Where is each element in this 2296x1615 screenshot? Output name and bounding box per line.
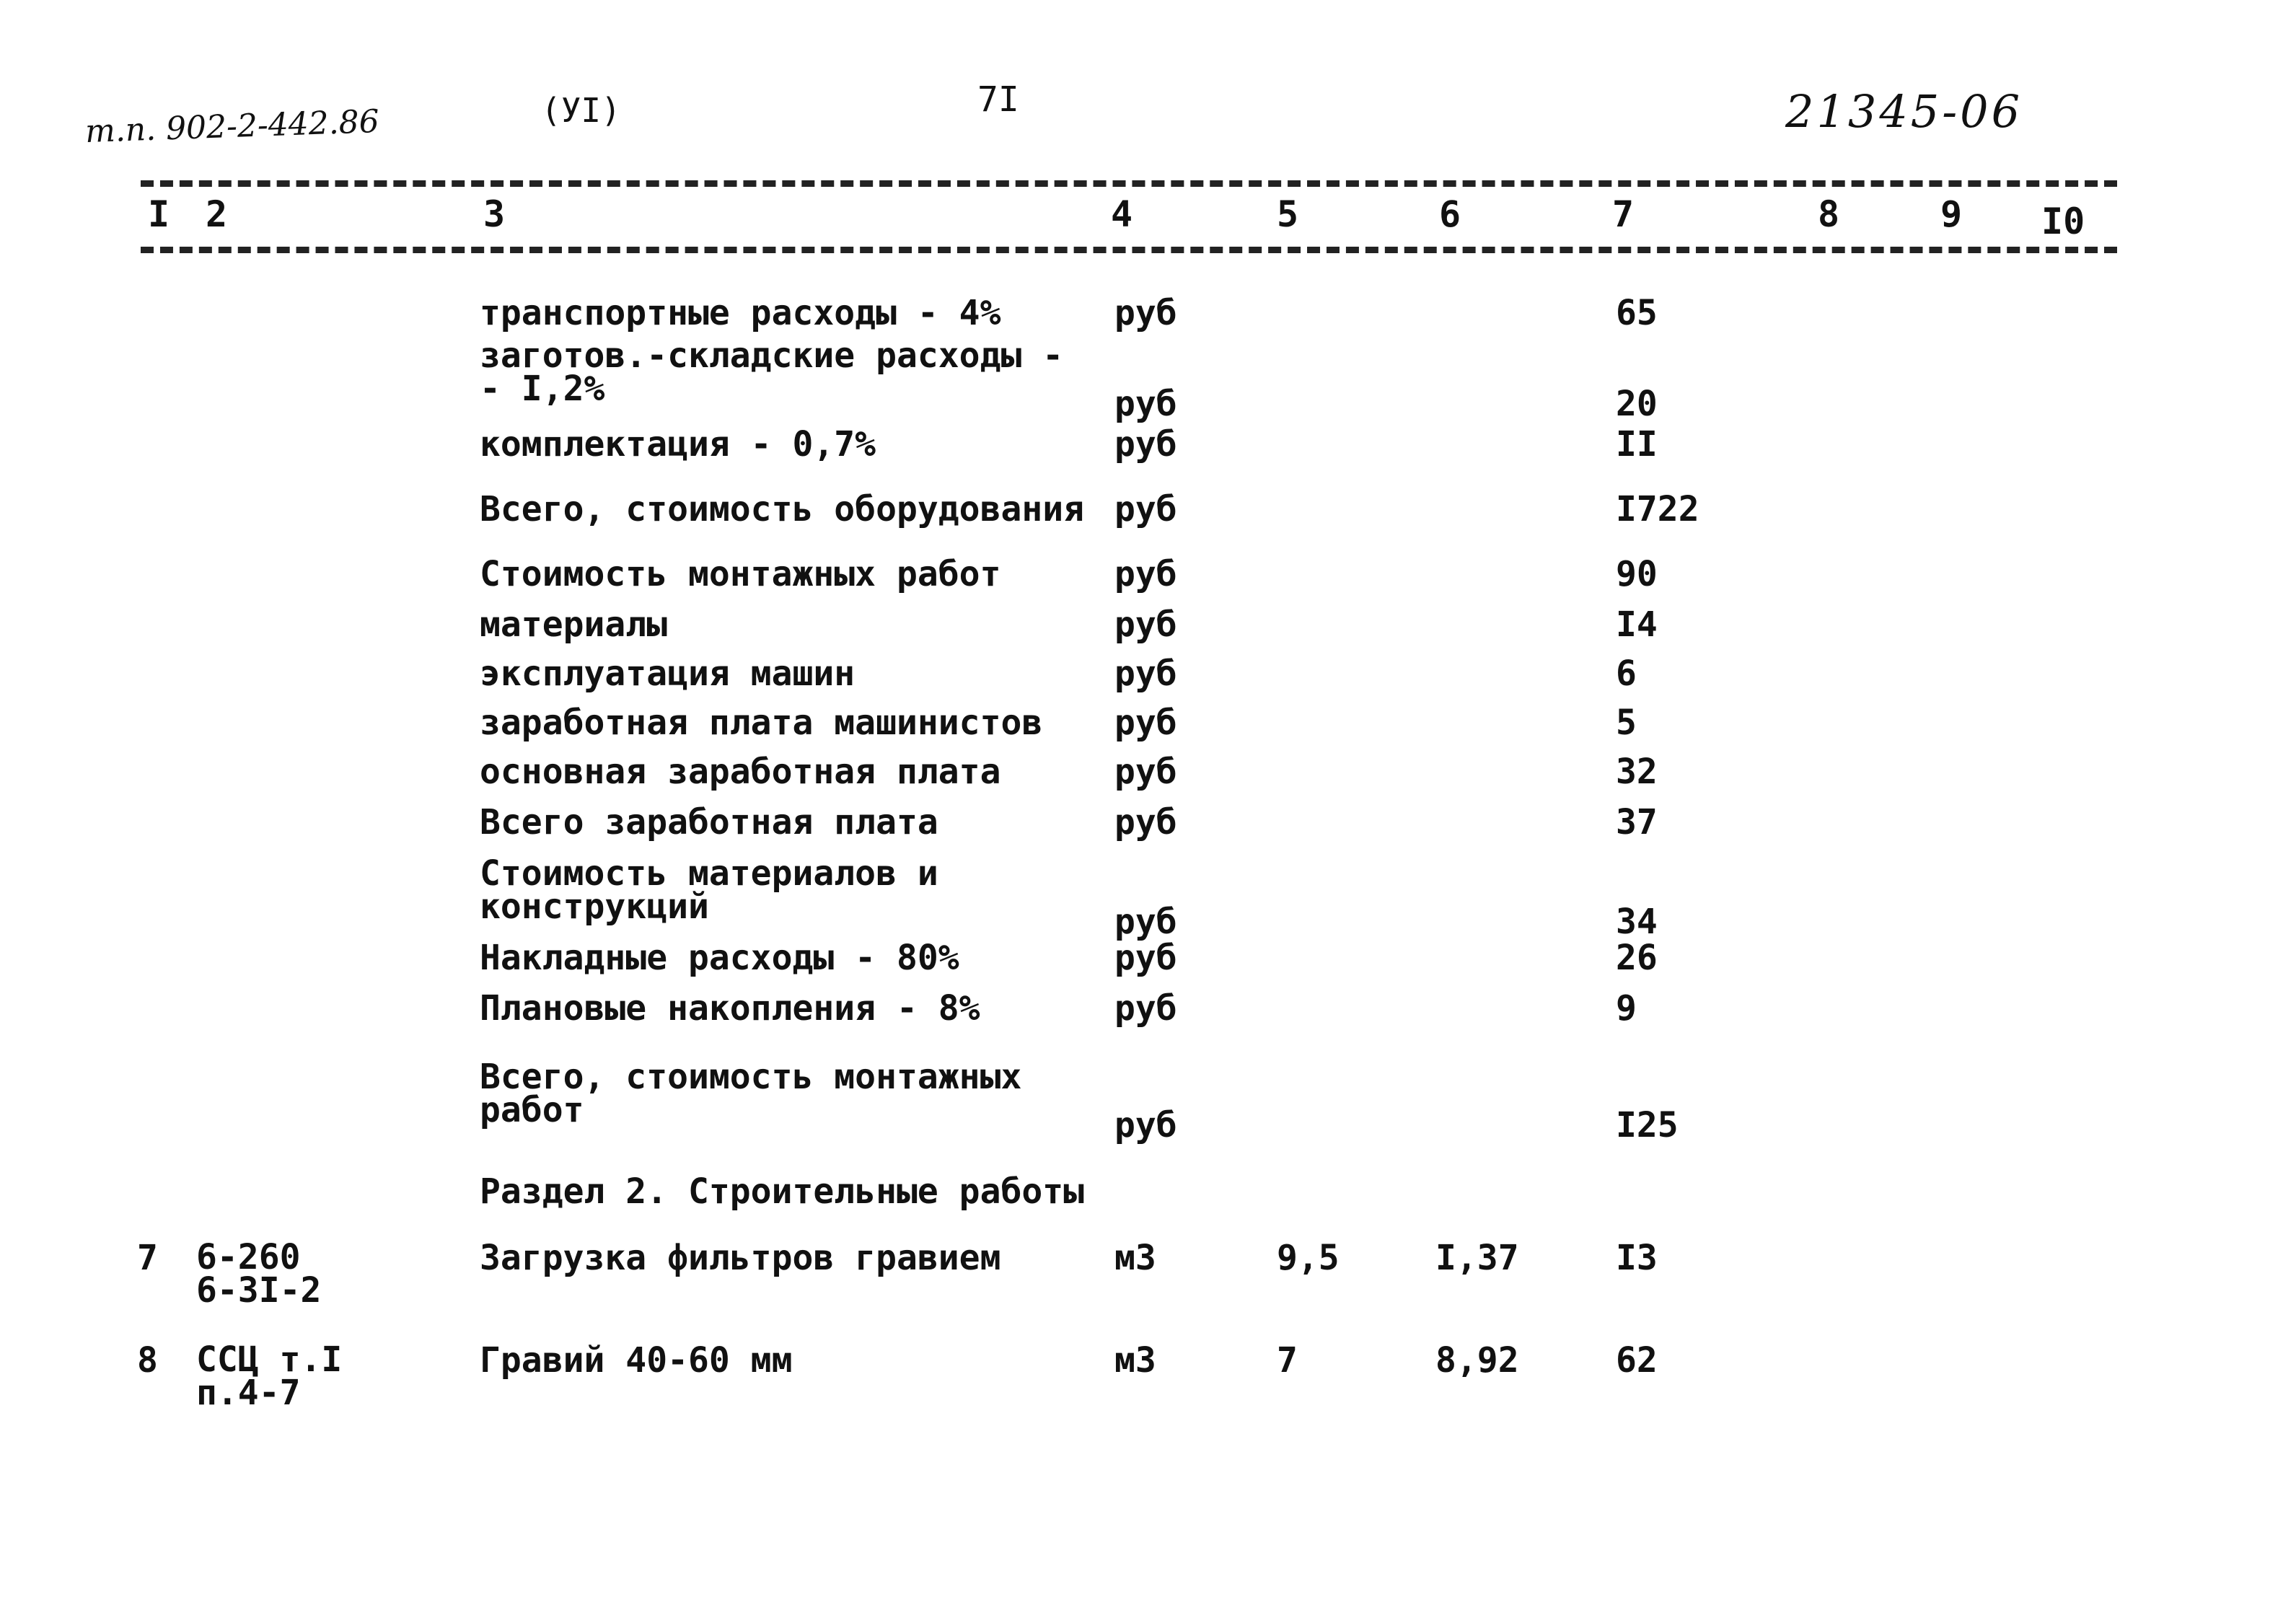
cell-name: Раздел 2. Строительные работы [480, 1171, 1085, 1212]
column-number-9: 9 [1940, 193, 1963, 235]
part-label: (УI) [541, 91, 621, 130]
cell-unit: руб [1114, 802, 1177, 842]
cell-unit: руб [1114, 424, 1177, 465]
cell-total: I3 [1616, 1238, 1658, 1278]
cell-qty: 7 [1277, 1340, 1298, 1381]
cell-name: Всего заработная плата [480, 802, 938, 842]
cell-unit: руб [1114, 384, 1177, 424]
cell-unit: руб [1114, 902, 1177, 942]
archive-number: 21345-06 [1785, 85, 2023, 138]
cell-name: Стоимость материалов и конструкций [480, 853, 938, 927]
cell-unit: руб [1114, 293, 1177, 333]
cell-name: Плановые накопления - 8% [480, 988, 980, 1029]
cell-qty: 9,5 [1277, 1238, 1340, 1278]
cell-name: материалы [480, 604, 668, 645]
cell-total: 34 [1616, 902, 1658, 942]
cell-name: Всего, стоимость оборудования [480, 489, 1085, 529]
cell-total: I722 [1616, 489, 1699, 529]
cell-unit: руб [1114, 988, 1177, 1029]
cell-name: основная заработная плата [480, 752, 1001, 792]
cell-num: 8 [137, 1340, 158, 1381]
column-number-6: 6 [1439, 193, 1461, 235]
cell-name: Стоимость монтажных работ [480, 554, 1001, 594]
column-number-10: I0 [2041, 201, 2085, 242]
cell-total: II [1616, 424, 1658, 465]
cell-unit: руб [1114, 938, 1177, 978]
column-number-8: 8 [1818, 193, 1840, 235]
cell-price: 8,92 [1435, 1340, 1519, 1381]
cell-total: 90 [1616, 554, 1658, 594]
header-top-rule [141, 180, 2117, 187]
cell-name: эксплуатация машин [480, 654, 855, 694]
cell-unit: руб [1114, 604, 1177, 645]
cell-name: Гравий 40-60 мм [480, 1340, 793, 1381]
cell-total: 20 [1616, 384, 1658, 424]
column-number-3: 3 [483, 193, 506, 235]
cell-unit: м3 [1114, 1238, 1156, 1278]
cell-name: заработная плата машинистов [480, 703, 1043, 743]
column-number-2: 2 [206, 193, 228, 235]
cell-code: ССЦ т.I п.4-7 [196, 1339, 343, 1413]
column-number-1: I [148, 193, 170, 235]
cell-price: I,37 [1435, 1238, 1519, 1278]
cell-name: Накладные расходы - 80% [480, 938, 959, 978]
cell-unit: руб [1114, 752, 1177, 792]
cell-unit: руб [1114, 654, 1177, 694]
cell-name: заготов.-складские расходы - - I,2% [480, 335, 1064, 409]
column-number-7: 7 [1612, 193, 1635, 235]
cell-total: 26 [1616, 938, 1658, 978]
cell-code: 6-260 6-3I-2 [196, 1237, 322, 1311]
column-number-4: 4 [1111, 193, 1133, 235]
cell-name: Всего, стоимость монтажных работ [480, 1057, 1022, 1130]
cell-num: 7 [137, 1238, 158, 1278]
cell-total: 6 [1616, 654, 1637, 694]
cell-total: I25 [1616, 1105, 1679, 1145]
document-reference: т.п. 902-2-442.86 [84, 102, 380, 151]
cell-name: транспортные расходы - 4% [480, 293, 1001, 333]
column-number-5: 5 [1277, 193, 1299, 235]
cell-unit: руб [1114, 703, 1177, 743]
cell-total: 32 [1616, 752, 1658, 792]
cell-total: 37 [1616, 802, 1658, 842]
cell-total: 5 [1616, 703, 1637, 743]
cell-unit: руб [1114, 489, 1177, 529]
cell-unit: руб [1114, 554, 1177, 594]
cell-total: 9 [1616, 988, 1637, 1029]
cell-name: Загрузка фильтров гравием [480, 1238, 1001, 1278]
cell-total: I4 [1616, 604, 1658, 645]
header-bottom-rule [141, 247, 2117, 253]
cell-total: 62 [1616, 1340, 1658, 1381]
page-number: 7I [977, 79, 1019, 120]
cell-name: комплектация - 0,7% [480, 424, 876, 465]
cell-unit: руб [1114, 1105, 1177, 1145]
cell-total: 65 [1616, 293, 1658, 333]
cell-unit: м3 [1114, 1340, 1156, 1381]
